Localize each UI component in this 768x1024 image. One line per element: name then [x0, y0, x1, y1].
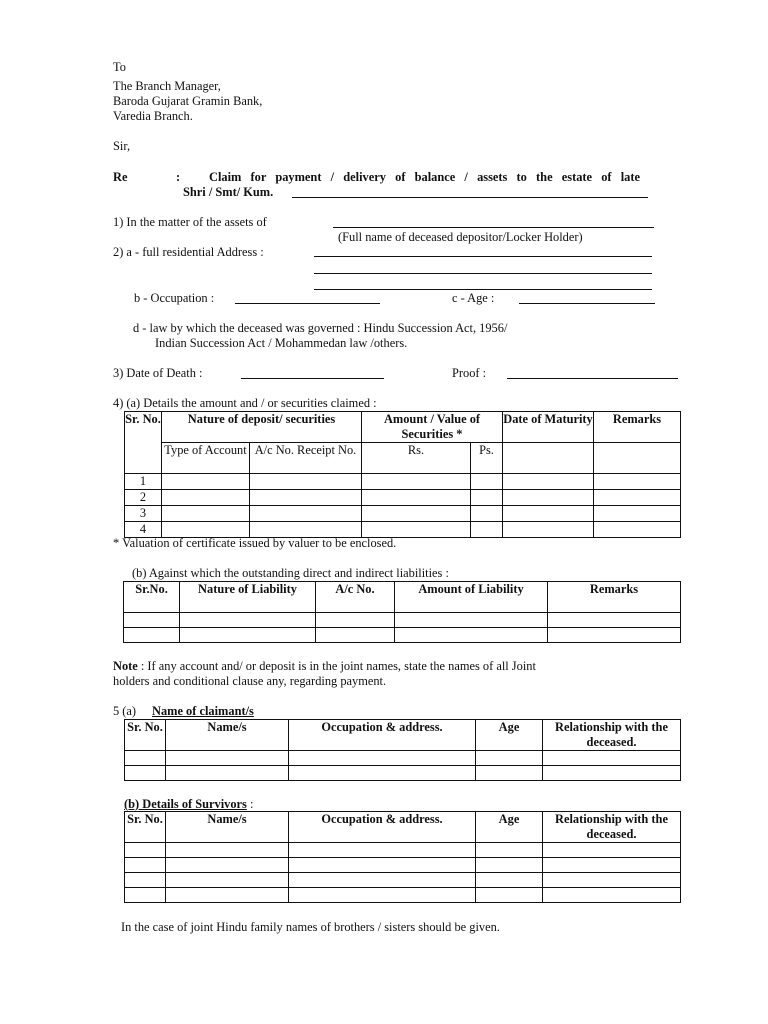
table-cell[interactable]	[124, 628, 180, 643]
table-cell[interactable]	[166, 843, 289, 858]
note-text: : If any account and/ or deposit is in the joint names, state the names of all Joint	[137, 659, 536, 673]
table-cell[interactable]	[125, 843, 166, 858]
table-cell[interactable]	[548, 613, 681, 628]
note-line2: holders and conditional clause any, regarding payment.	[113, 674, 387, 688]
table-cell[interactable]	[362, 474, 471, 490]
table-cell[interactable]	[476, 751, 543, 766]
table-cell[interactable]	[166, 858, 289, 873]
table-cell[interactable]	[289, 888, 476, 903]
claimants-table	[124, 719, 681, 781]
liabilities-table	[123, 581, 681, 643]
col-nature-of-liability: Nature of Liability	[180, 582, 316, 613]
table-cell[interactable]	[250, 490, 362, 506]
table-cell[interactable]	[316, 613, 395, 628]
date-of-death-label: 3) Date of Death :	[113, 366, 203, 380]
table-cell[interactable]	[250, 474, 362, 490]
table-cell[interactable]	[166, 873, 289, 888]
table-cell[interactable]	[180, 613, 316, 628]
col-sr-no: Sr.No.	[124, 582, 180, 613]
table-row	[125, 858, 681, 873]
table-cell[interactable]	[395, 613, 548, 628]
table-cell[interactable]	[476, 858, 543, 873]
re-subject-line2: Shri / Smt/ Kum.	[183, 185, 274, 199]
col-date-of-maturity: Date of Maturity	[503, 412, 594, 443]
assets-of-line[interactable]	[333, 227, 654, 228]
date-of-death-line[interactable]	[241, 378, 384, 379]
col-names: Name/s	[166, 812, 289, 843]
table-cell[interactable]	[289, 858, 476, 873]
table-cell[interactable]	[180, 628, 316, 643]
recipient-title: The Branch Manager,	[113, 79, 221, 93]
table-cell[interactable]	[289, 766, 476, 781]
col-sr-no: Sr. No.	[125, 812, 166, 843]
q1-text: 1) In the matter of the assets of	[113, 215, 267, 229]
table-cell[interactable]	[594, 522, 681, 538]
col-ac-no: A/c No.	[316, 582, 395, 613]
table-cell[interactable]	[166, 888, 289, 903]
address-line-3[interactable]	[314, 289, 652, 290]
table-cell[interactable]	[124, 613, 180, 628]
col-occupation-address: Occupation & address.	[289, 720, 476, 751]
q5b-colon: :	[246, 797, 254, 811]
table-cell[interactable]	[289, 873, 476, 888]
table-cell[interactable]	[166, 751, 289, 766]
table-cell[interactable]	[162, 474, 250, 490]
branch-name: Varedia Branch.	[113, 109, 193, 123]
proof-label: Proof :	[452, 366, 487, 380]
q5-number: 5 (a)	[113, 704, 137, 718]
table-row	[125, 474, 681, 490]
table-row	[125, 766, 681, 781]
col-age: Age	[476, 812, 543, 843]
q2-text: 2) a - full residential Address :	[113, 245, 264, 259]
table-cell[interactable]	[543, 843, 681, 858]
bank-name: Baroda Gujarat Gramin Bank,	[113, 94, 263, 108]
table-cell[interactable]	[362, 490, 471, 506]
table-cell[interactable]	[503, 443, 594, 474]
q5b-heading	[124, 797, 253, 812]
table-cell[interactable]	[543, 858, 681, 873]
table-cell[interactable]	[543, 766, 681, 781]
col-amount-value: Amount / Value of Securities *	[362, 412, 503, 443]
table-cell[interactable]	[543, 873, 681, 888]
table-cell[interactable]	[548, 628, 681, 643]
row-number: 3	[125, 506, 162, 522]
law-governed-line1: d - law by which the deceased was governed : Hindu Succession Act, 1956/	[133, 321, 508, 335]
table-cell[interactable]	[125, 751, 166, 766]
col-sr-no: Sr. No.	[125, 720, 166, 751]
col-sr-no: Sr. No.	[125, 412, 162, 474]
table-cell[interactable]	[471, 506, 503, 522]
joint-family-note: In the case of joint Hindu family names of brothers / sisters should be given.	[121, 920, 500, 934]
col-age: Age	[476, 720, 543, 751]
table-cell[interactable]	[125, 888, 166, 903]
col-nature-of-deposit: Nature of deposit/ securities	[162, 412, 362, 443]
col-amount-of-liability: Amount of Liability	[395, 582, 548, 613]
table-cell[interactable]	[503, 474, 594, 490]
row-number: 1	[125, 474, 162, 490]
table-row	[125, 843, 681, 858]
table-cell[interactable]	[362, 506, 471, 522]
table-cell[interactable]	[543, 751, 681, 766]
table-cell[interactable]	[594, 506, 681, 522]
table-cell[interactable]	[594, 474, 681, 490]
q1-sub-caption: (Full name of deceased depositor/Locker Holder)	[338, 230, 583, 244]
table-cell[interactable]	[476, 888, 543, 903]
table-cell[interactable]	[250, 506, 362, 522]
survivors-table	[124, 811, 681, 903]
to-label: To	[113, 60, 126, 74]
table-cell[interactable]	[503, 490, 594, 506]
table-cell[interactable]	[543, 888, 681, 903]
subcol-rs: Rs.	[362, 443, 471, 474]
re-colon: :	[176, 170, 181, 184]
table-cell[interactable]	[125, 873, 166, 888]
row-number: 2	[125, 490, 162, 506]
table-cell[interactable]	[162, 506, 250, 522]
valuation-footnote: * Valuation of certificate issued by valuer to be enclosed.	[113, 536, 397, 550]
subcol-ps: Ps.	[471, 443, 503, 474]
table-cell[interactable]	[594, 443, 681, 474]
table-cell[interactable]	[471, 522, 503, 538]
assets-table	[124, 411, 681, 538]
table-cell[interactable]	[471, 490, 503, 506]
col-remarks: Remarks	[594, 412, 681, 443]
re-subject-line1: Claim for payment / delivery of balance / assets to the estate of late	[209, 170, 640, 184]
deceased-name-line[interactable]	[292, 197, 648, 198]
table-row	[124, 628, 681, 643]
table-cell[interactable]	[125, 858, 166, 873]
age-line[interactable]	[519, 303, 655, 304]
address-line-1[interactable]	[314, 256, 652, 257]
table-cell[interactable]	[166, 766, 289, 781]
table-cell[interactable]	[289, 751, 476, 766]
table-cell[interactable]	[162, 490, 250, 506]
proof-line[interactable]	[507, 378, 678, 379]
re-label: Re	[113, 170, 128, 184]
law-governed-line2: Indian Succession Act / Mohammedan law /others.	[155, 336, 408, 350]
table-cell[interactable]	[316, 628, 395, 643]
table-row	[125, 506, 681, 522]
table-cell[interactable]	[395, 628, 548, 643]
table-cell[interactable]	[594, 490, 681, 506]
table-row	[125, 873, 681, 888]
occupation-label: b - Occupation :	[134, 291, 215, 305]
row-number: 4	[125, 522, 162, 538]
col-remarks: Remarks	[548, 582, 681, 613]
table-cell[interactable]	[476, 873, 543, 888]
table-row	[124, 613, 681, 628]
age-label: c - Age :	[452, 291, 495, 305]
occupation-line[interactable]	[235, 303, 380, 304]
table-cell[interactable]	[476, 843, 543, 858]
note-label: Note	[113, 659, 138, 673]
q4b-heading: (b) Against which the outstanding direct and indirect liabilities :	[132, 566, 449, 580]
table-cell[interactable]	[125, 766, 166, 781]
address-line-2[interactable]	[314, 273, 652, 274]
subcol-ac-receipt-no: A/c No. Receipt No.	[250, 443, 362, 474]
col-relationship: Relationship with the deceased.	[543, 720, 681, 751]
table-cell[interactable]	[503, 522, 594, 538]
table-cell[interactable]	[503, 506, 594, 522]
table-cell[interactable]	[471, 474, 503, 490]
table-row	[125, 888, 681, 903]
table-row	[125, 751, 681, 766]
q5b-heading-text: (b) Details of Survivors	[124, 797, 247, 811]
table-row	[125, 490, 681, 506]
note-line1	[113, 659, 536, 674]
col-names: Name/s	[166, 720, 289, 751]
col-occupation-address: Occupation & address.	[289, 812, 476, 843]
q5a-heading: Name of claimant/s	[152, 704, 254, 718]
subcol-type-of-account: Type of Account	[162, 443, 250, 474]
salutation: Sir,	[113, 139, 131, 153]
table-cell[interactable]	[476, 766, 543, 781]
q4a-heading: 4) (a) Details the amount and / or securities claimed :	[113, 396, 377, 410]
table-cell[interactable]	[289, 843, 476, 858]
col-relationship: Relationship with the deceased.	[543, 812, 681, 843]
